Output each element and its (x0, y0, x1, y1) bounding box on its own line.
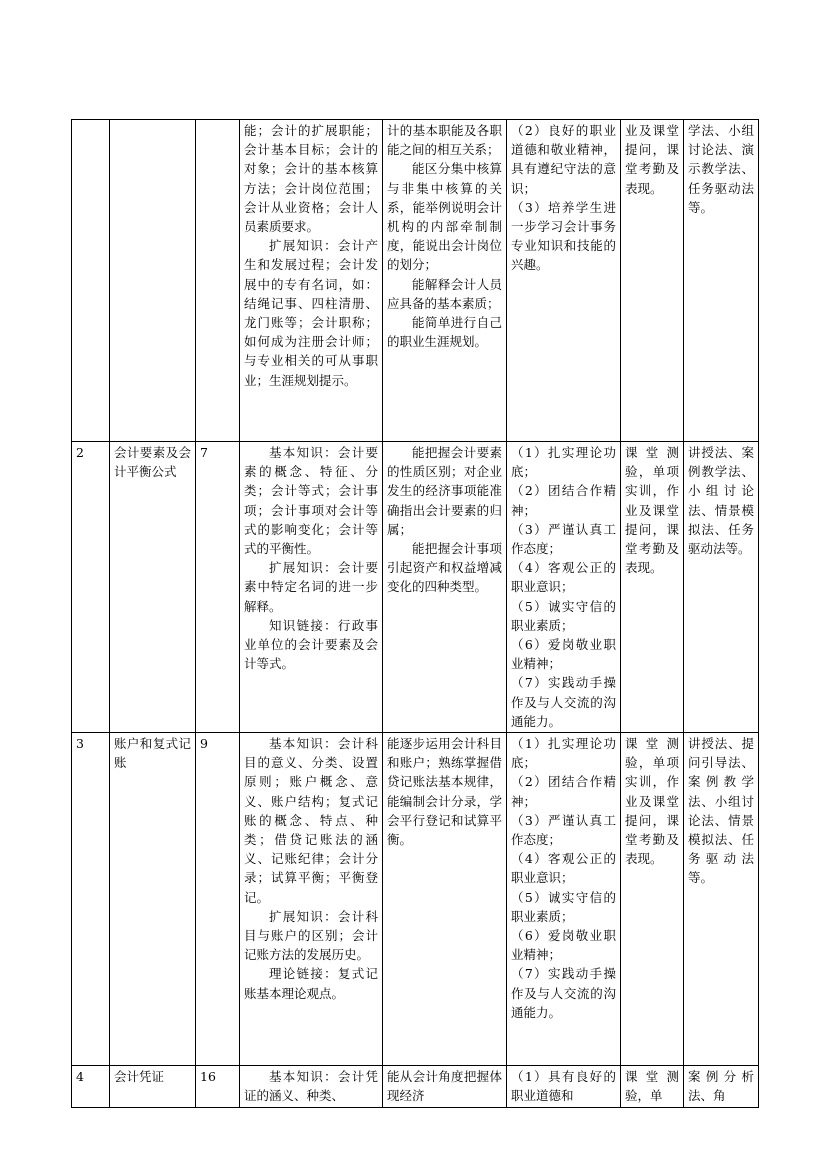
knowledge-content-cell-paragraph: 扩展知识：会计产生和发展过程；会计发展中的专有名词，如：结绳记事、四柱清册、龙门账等；会计职称；如何成为注册会计师；与专业相关的可从事职业；生涯规划提示。 (244, 238, 378, 388)
knowledge-content-cell-paragraph: 基本知识：会计凭证的涵义、种类、 (244, 1069, 378, 1104)
table-row (72, 442, 759, 733)
knowledge-content-cell-paragraph: 扩展知识：会计科目与账户的区别；会计记账方法的发展历史。 (244, 908, 378, 963)
assessment-cell: 课堂测验，单项实训，作业及课堂提问，课堂考勤及表现。 (621, 442, 684, 733)
knowledge-content-cell-paragraph: 基本知识：会计科目的意义、分类、设置原则；账户概念、意义、账户结构；复式记账的概念、特点、种类；借贷记账法的涵义、记账纪律；会计分录；试算平衡；平衡登记。 (244, 736, 378, 905)
quality-goal-item: （3）严谨认真工作态度； (511, 521, 616, 557)
quality-goal-item: （6）爱岗敬业职业精神； (511, 928, 616, 963)
quality-goal-item: （3）严谨认真工作态度； (511, 812, 616, 848)
knowledge-content-cell-paragraph: 知识链接：行政事业单位的会计要素及会计等式。 (244, 617, 378, 672)
unit-hours-cell: 7 (196, 442, 240, 733)
quality-goal-cell (507, 442, 621, 733)
ability-goal-cell-paragraph: 能逐步运用会计科目和账户；熟练掌握借贷记账法基本规律，能编制会计分录，学会平行登记和试算平衡。 (387, 736, 502, 848)
unit-name-cell (110, 120, 196, 442)
unit-number-cell: 4 (72, 1066, 110, 1108)
unit-number-cell (72, 120, 110, 442)
unit-name-cell: 账户和复式记账 (110, 733, 196, 1066)
ability-goal-cell-paragraph: 能区分集中核算与非集中核算的关系，能举例说明会计机构的内部牵制制度，能说出会计岗位的划分； (387, 161, 502, 273)
quality-goal-item: （4）客观公正的职业意识； (511, 560, 616, 595)
teaching-method-cell: 学法、小组讨论法、演示教学法、任务驱动法等。 (684, 120, 759, 442)
knowledge-content-cell-paragraph: 能；会计的扩展职能；会计基本目标；会计的对象；会计的基本核算方法；会计岗位范围；会计从业资格；会计人员素质要求。 (244, 123, 378, 235)
table-row (72, 1066, 759, 1108)
teaching-method-cell: 案例分析法、角 (684, 1066, 759, 1108)
knowledge-content-cell (240, 120, 383, 442)
quality-goal-item: （2）良好的职业道德和敬业精神，具有遵纪守法的意识； (511, 123, 616, 196)
unit-hours-cell: 9 (196, 733, 240, 1066)
knowledge-content-cell (240, 442, 383, 733)
quality-goal-item: （5）诚实守信的职业素质； (511, 598, 616, 633)
teaching-method-cell: 讲授法、提问引导法、案例教学法、小组讨论法、情景模拟法、任务驱动法等。 (684, 733, 759, 1066)
ability-goal-cell-paragraph: 计的基本职能及各职能之间的相互关系； (387, 123, 502, 158)
assessment-cell: 课堂测验，单 (621, 1066, 684, 1108)
quality-goal-item: （7）实践动手操作及与人交流的沟通能力。 (511, 966, 616, 1020)
table-row (72, 733, 759, 1066)
quality-goal-cell (507, 120, 621, 442)
ability-goal-cell (383, 442, 507, 733)
ability-goal-cell-paragraph: 能把握会计要素的性质区别；对企业发生的经济事项能准确指出会计要素的归属； (387, 445, 502, 537)
ability-goal-cell-paragraph: 能简单进行自己的职业生涯规划。 (387, 315, 502, 350)
quality-goal-item: （1）扎实理论功底； (511, 445, 616, 480)
unit-name-cell: 会计凭证 (110, 1066, 196, 1108)
unit-hours-cell: 16 (196, 1066, 240, 1108)
knowledge-content-cell (240, 733, 383, 1066)
quality-goal-item: （5）诚实守信的职业素质； (511, 889, 616, 924)
unit-hours-cell (196, 120, 240, 442)
ability-goal-cell (383, 120, 507, 442)
ability-goal-cell (383, 1066, 507, 1108)
ability-goal-cell-paragraph: 能解释会计人员应具备的基本素质； (387, 276, 502, 311)
ability-goal-cell (383, 733, 507, 1066)
course-plan-table (71, 119, 759, 1108)
knowledge-content-cell-paragraph: 基本知识：会计要素的概念、特征、分类；会计等式；会计事项；会计事项对会计等式的影响变化；会计等式的平衡性。 (244, 445, 378, 557)
quality-goal-item: （4）客观公正的职业意识； (511, 851, 616, 886)
ability-goal-cell-paragraph: 能把握会计事项引起资产和权益增减变化的四种类型。 (387, 541, 502, 595)
quality-goal-item: （3）培养学生进一步学习会计事务专业知识和技能的兴趣。 (511, 199, 616, 273)
assessment-cell: 业及课堂提问，课堂考勤及表现。 (621, 120, 684, 442)
unit-number-cell: 2 (72, 442, 110, 733)
quality-goal-cell (507, 1066, 621, 1108)
quality-goal-item: （2）团结合作精神； (511, 774, 616, 809)
quality-goal-item: （1）具有良好的职业道德和 (511, 1069, 616, 1104)
ability-goal-cell-paragraph: 能从会计角度把握体现经济 (387, 1069, 502, 1104)
quality-goal-item: （1）扎实理论功底； (511, 736, 616, 771)
teaching-method-cell: 讲授法、案例教学法、小组讨论法、情景模拟法、任务驱动法等。 (684, 442, 759, 733)
knowledge-content-cell-paragraph: 理论链接：复式记账基本理论观点。 (244, 966, 378, 1001)
quality-goal-item: （2）团结合作精神； (511, 483, 616, 518)
unit-name-cell: 会计要素及会计平衡公式 (110, 442, 196, 733)
unit-number-cell: 3 (72, 733, 110, 1066)
quality-goal-cell (507, 733, 621, 1066)
knowledge-content-cell-paragraph: 扩展知识：会计要素中特定名词的进一步解释。 (244, 560, 378, 614)
knowledge-content-cell (240, 1066, 383, 1108)
quality-goal-item: （7）实践动手操作及与人交流的沟通能力。 (511, 675, 616, 729)
table-row (72, 120, 759, 442)
assessment-cell: 课堂测验，单项实训，作业及课堂提问，课堂考勤及表现。 (621, 733, 684, 1066)
quality-goal-item: （6）爱岗敬业职业精神； (511, 637, 616, 672)
